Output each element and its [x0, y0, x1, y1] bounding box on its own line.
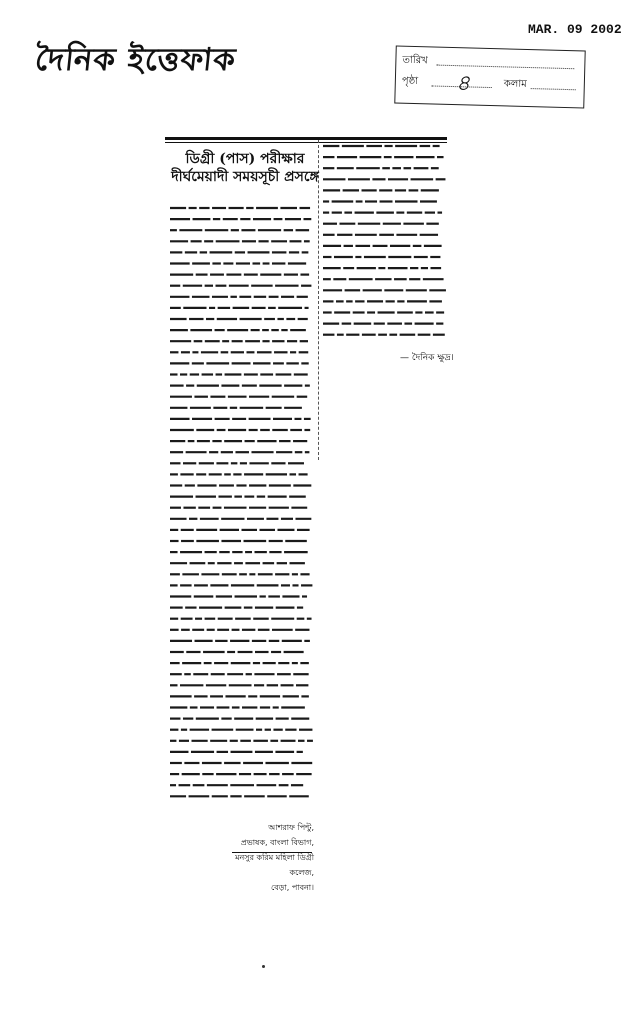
signature-line: আশরাফ পিন্টু, — [268, 823, 314, 832]
article-signature — [232, 820, 314, 895]
stamp-column-label: কলাম — [503, 78, 527, 90]
stamp-date-label: তারিখ — [402, 54, 428, 67]
article-headline: ডিগ্রী (পাস) পরীক্ষার দীর্ঘমেয়াদী সময়সূচী প্রসঙ্গে — [171, 151, 319, 185]
newspaper-masthead: দৈনিক ইত্তেফাক — [33, 42, 238, 78]
stamp-page-label: পৃষ্ঠা — [401, 75, 419, 88]
article-byline: — দৈনিক ক্ষুদ্র। — [400, 353, 454, 363]
signature-line: মনসুর করিম মহিলা ডিগ্রী — [235, 853, 314, 862]
signature-underline — [232, 852, 312, 853]
scan-speck — [262, 965, 265, 968]
signature-line: বেড়া, পাবনা। — [271, 883, 314, 892]
signature-line: কলেজ, — [289, 868, 314, 877]
received-date-stamp: MAR. 09 2002 — [528, 22, 622, 37]
stamp-page-number: ৪ — [455, 71, 471, 97]
signature-line: প্রভাষক, বাংলা বিভাগ, — [240, 838, 314, 847]
